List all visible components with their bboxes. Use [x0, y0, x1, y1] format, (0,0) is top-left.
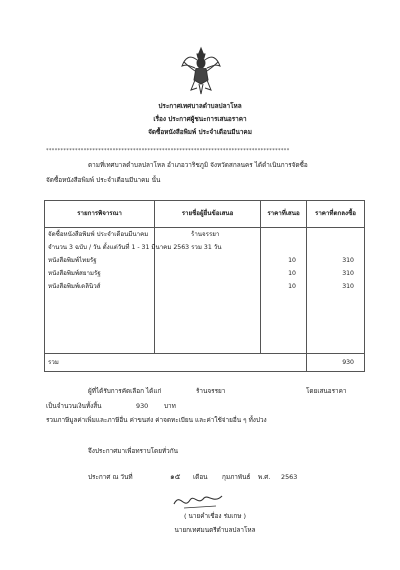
- header-agreed: ราคาที่ตกลงซื้อ: [307, 201, 365, 228]
- item-line: หนังสือพิมพ์เดลินิวส์: [48, 283, 101, 291]
- org-heading: ประกาศเทศบาลตำบลปลาโหล: [158, 102, 242, 110]
- agreed-value: 310: [342, 283, 354, 291]
- vat-note: รวมภาษีมูลค่าเพิ่มและภาษีอื่น ค่าขนส่ง ค่าจดทะเบียน และค่าใช้จ่ายอื่น ๆ ทั้งปวง: [46, 416, 267, 424]
- agreed-cell: [307, 228, 365, 353]
- intro-line-1: ตามที่เทศบาลตำบลปลาโหล อำเภอวาริชภูมิ จังหวัดสกลนคร ได้ดำเนินการจัดซื้อ: [88, 161, 308, 169]
- item-line: หนังสือพิมพ์ไทยรัฐ: [48, 257, 97, 265]
- garuda-emblem: [180, 44, 222, 96]
- announce-label: ประกาศ ณ วันที่: [88, 473, 133, 481]
- total-row: [45, 353, 365, 371]
- total-label: รวม: [45, 353, 307, 371]
- handwritten-signature: [170, 488, 230, 512]
- signer-position: นายกเทศมนตรีตำบลปลาโหล: [174, 526, 256, 534]
- intro-line-2: จัดซื้อหนังสือพิมพ์ ประจำเดือนมีนาคม นั้น: [46, 176, 161, 184]
- amount-value: 930: [136, 402, 149, 410]
- header-item: รายการพิจารณา: [45, 201, 155, 228]
- total-value: 930: [307, 353, 365, 371]
- closing-notice: จึงประกาศมาเพื่อทราบโดยทั่วกัน: [88, 447, 178, 455]
- agreed-value: 310: [342, 270, 354, 278]
- title-heading: จัดซื้อหนังสือพิมพ์ ประจำเดือนมีนาคม: [148, 128, 252, 136]
- announce-year: 2563: [281, 473, 298, 481]
- subject-heading: เรื่อง ประกาศผู้ชนะการเสนอราคา: [153, 115, 247, 123]
- year-label: พ.ศ.: [258, 473, 271, 481]
- announce-day: ๑๕: [170, 472, 181, 481]
- offered-value: 10: [288, 283, 296, 291]
- table-header-row: [45, 201, 365, 228]
- item-line: หนังสือพิมพ์สยามรัฐ: [48, 270, 101, 278]
- item-line: จำนวน 3 ฉบับ / วัน ตั้งแต่วันที่ 1 - 31 มีนาคม 2563 รวม 31 วัน: [48, 244, 222, 252]
- star-divider: ************************************************************************************: [46, 148, 290, 154]
- agreed-value: 310: [342, 257, 354, 265]
- amount-unit: บาท: [164, 402, 176, 410]
- offered-value: 10: [288, 257, 296, 265]
- header-offered: ราคาที่เสนอ: [261, 201, 307, 228]
- signer-name: ( นายคำเชื่อง ร่มเกษ ): [183, 512, 247, 520]
- amount-label: เป็นจำนวนเงินทั้งสิ้น: [46, 402, 102, 410]
- award-method: โดยเสนอราคา: [306, 387, 347, 395]
- winner-name: ร้านจรรยา: [196, 387, 226, 395]
- announce-month: กุมภาพันธ์: [222, 473, 251, 481]
- procurement-table: [44, 200, 365, 372]
- offered-value: 10: [288, 270, 296, 278]
- offered-cell: [261, 228, 307, 353]
- item-line: จัดซื้อหนังสือพิมพ์ ประจำเดือนมีนาคม: [48, 231, 149, 239]
- vendor-name: ร้านจรรยา: [191, 231, 220, 239]
- header-vendor: รายชื่อผู้ยื่นข้อเสนอ: [155, 201, 261, 228]
- month-label: เดือน: [193, 473, 208, 481]
- winner-label: ผู้ที่ได้รับการคัดเลือก ได้แก่: [88, 387, 162, 395]
- table-row: [45, 228, 365, 353]
